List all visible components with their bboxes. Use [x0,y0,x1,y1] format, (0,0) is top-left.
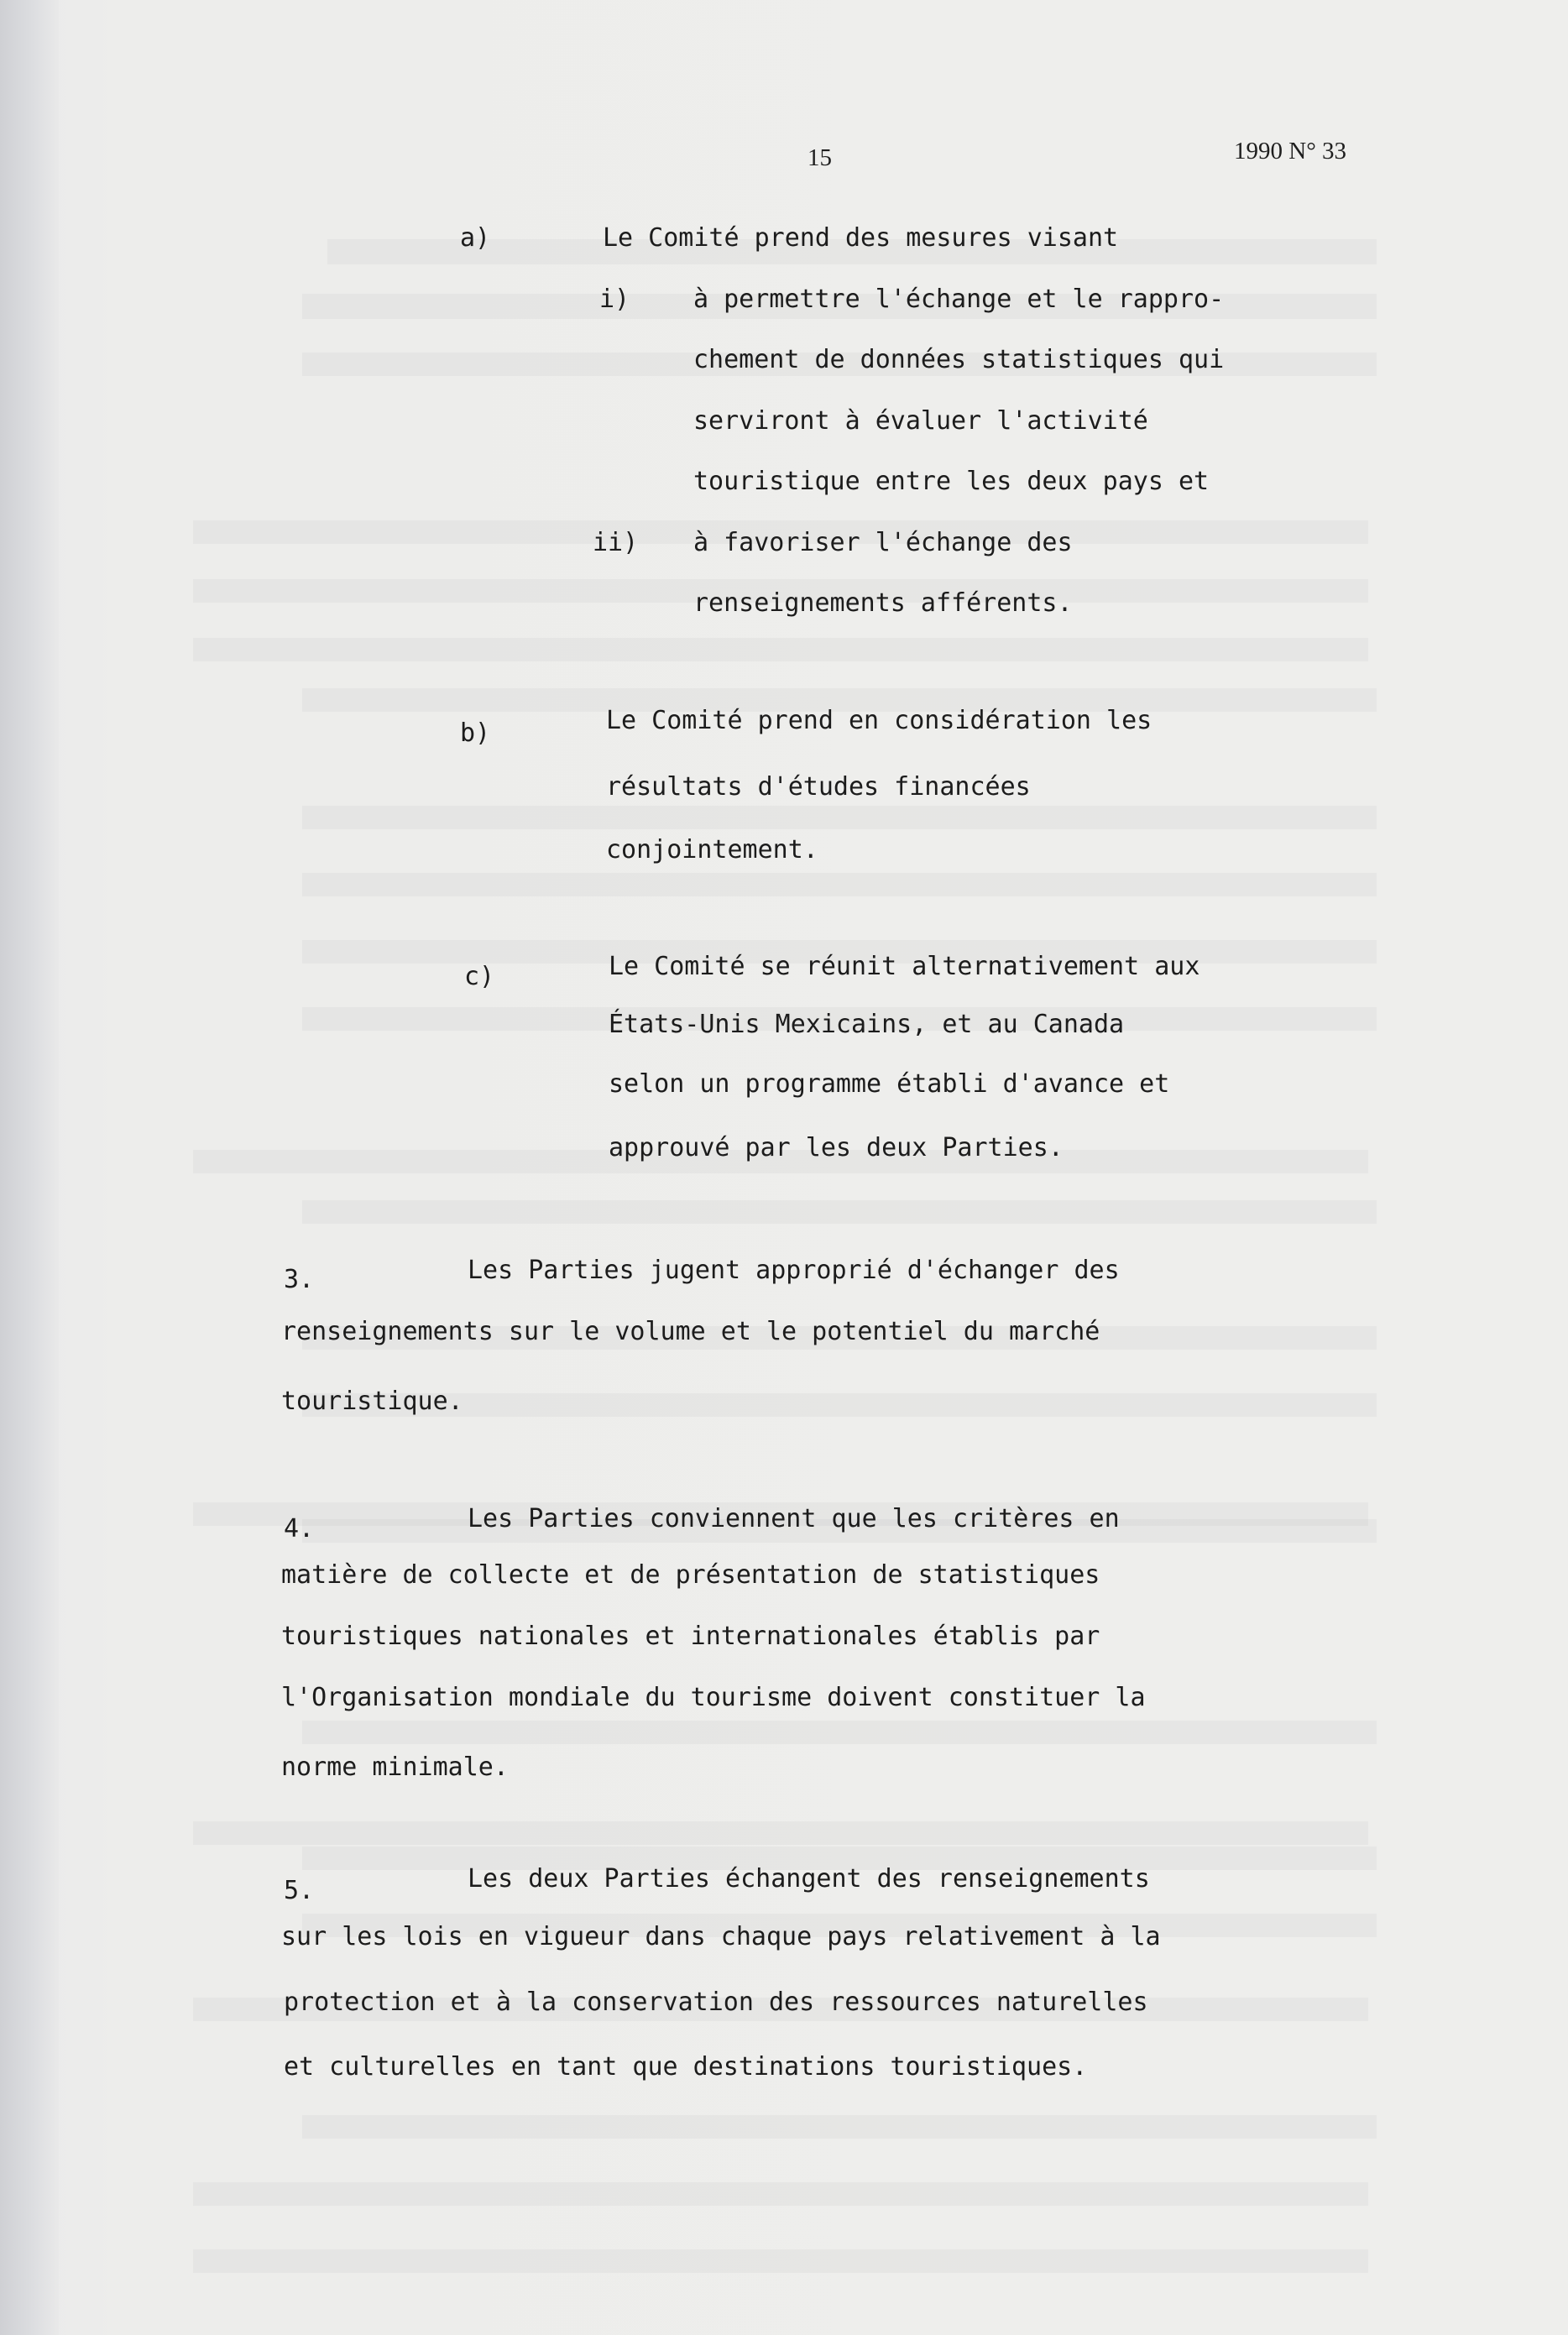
paragraph-3-line: renseignements sur le volume et le potentiel du marché [281,1317,1100,1346]
show-through-band [193,638,1368,661]
subitem-ii-line: renseignements afférents. [693,588,1073,618]
show-through-band [302,2115,1377,2139]
show-through-band [302,1200,1377,1224]
item-c-line: approuvé par les deux Parties. [609,1133,1064,1162]
subitem-i-line: à permettre l'échange et le rappro- [693,285,1225,314]
item-b-line: Le Comité prend en considération les [606,706,1152,735]
gazette-reference: 1990 N° 33 [1234,138,1347,165]
paragraph-5-line: protection et à la conservation des ressources naturelles [284,1988,1148,2017]
paragraph-4-number: 4. [284,1514,315,1544]
item-c-line: Le Comité se réunit alternativement aux [609,952,1200,981]
item-c-line: selon un programme établi d'avance et [609,1069,1170,1099]
paragraph-4-line: touristiques nationales et internationales établis par [281,1622,1100,1651]
item-c-label: c) [464,962,495,991]
paragraph-5-number: 5. [284,1876,315,1905]
show-through-band [193,1821,1368,1845]
paragraph-4-line: matière de collecte et de présentation de statistiques [281,1560,1100,1590]
show-through-band [193,2249,1368,2273]
paragraph-4-line: l'Organisation mondiale du tourisme doivent constituer la [281,1683,1146,1712]
paragraph-3-line: Les Parties jugent approprié d'échanger des [468,1256,1120,1285]
item-b-label: b) [460,718,491,748]
show-through-band [302,806,1377,829]
subitem-i-line: chement de données statistiques qui [693,345,1225,374]
paragraph-3-line: touristique. [281,1387,463,1416]
paragraph-5-line: Les deux Parties échangent des renseignements [468,1864,1150,1894]
item-c-line: États-Unis Mexicains, et au Canada [609,1010,1125,1039]
show-through-band [302,1721,1377,1744]
paragraph-5-line: et culturelles en tant que destinations touristiques. [284,2052,1088,2082]
item-b-line: résultats d'études financées [606,772,1031,802]
item-a-intro: Le Comité prend des mesures visant [603,223,1119,253]
show-through-band [302,873,1377,896]
page-number: 15 [808,144,832,171]
paragraph-4-line: Les Parties conviennent que les critères en [468,1504,1120,1533]
paragraph-4-line: norme minimale. [281,1753,509,1782]
show-through-band [302,1393,1377,1417]
item-b-line: conjointement. [606,835,818,865]
paragraph-3-number: 3. [284,1265,315,1294]
subitem-ii-line: à favoriser l'échange des [693,528,1073,557]
paragraph-5-line: sur les lois en vigueur dans chaque pays relativement à la [281,1922,1161,1951]
subitem-i-line: serviront à évaluer l'activité [693,406,1148,436]
item-a-label: a) [460,223,491,253]
subitem-i-label: i) [599,285,630,314]
binding-edge [0,0,59,2335]
subitem-ii-label: ii) [593,528,639,557]
show-through-band [193,2182,1368,2206]
subitem-i-line: touristique entre les deux pays et [693,467,1210,496]
